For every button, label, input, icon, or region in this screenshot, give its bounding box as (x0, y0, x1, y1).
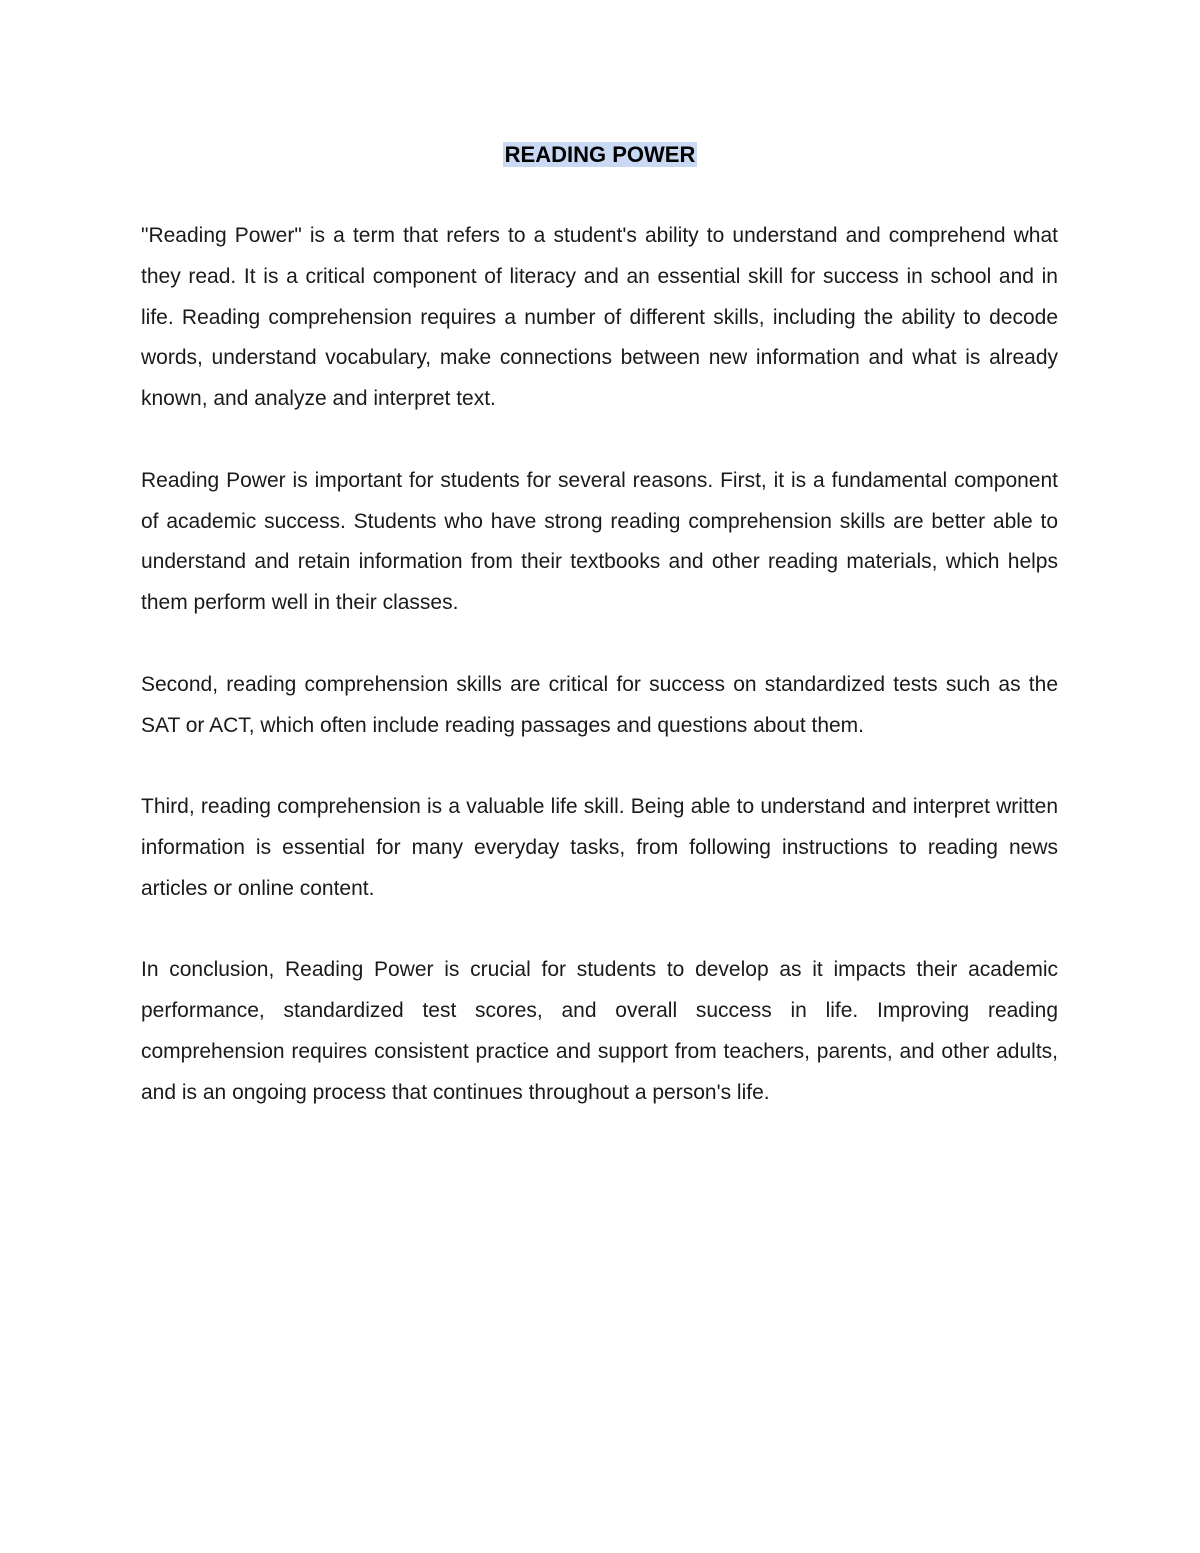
paragraph-conclusion: In conclusion, Reading Power is crucial for students to develop as it impacts their academic performance, standardized test scores, and overall success in life. Improving reading comprehension requires consistent practice and support from teachers, parents, and other adults, and is an ongoing process that continues throughout a person's life. (141, 958, 1058, 1104)
document-body (141, 216, 1058, 1154)
paragraph-life-skill: Third, reading comprehension is a valuable life skill. Being able to understand and interpret written information is essential for many everyday tasks, from following instructions to reading news articles or online content. (141, 795, 1058, 900)
document-title (0, 140, 1200, 170)
paragraph-intro: "Reading Power" is a term that refers to a student's ability to understand and comprehend what they read. It is a critical component of literacy and an essential skill for success in school and in life. Reading comprehension requires a number of different skills, including the ability to decode words, understand vocabulary, make connections between new information and what is already known, and analyze and interpret text. (141, 224, 1058, 411)
paragraph-importance: Reading Power is important for students for several reasons. First, it is a fundamental component of academic success. Students who have strong reading comprehension skills are better able to understand and retain information from their textbooks and other reading materials, which helps them perform well in their classes. (141, 468, 1058, 615)
document-title-text: READING POWER (504, 142, 696, 167)
paragraph-standardized-tests: Second, reading comprehension skills are critical for success on standardized tests such as the SAT or ACT, which often include reading passages and questions about them. (141, 672, 1058, 737)
